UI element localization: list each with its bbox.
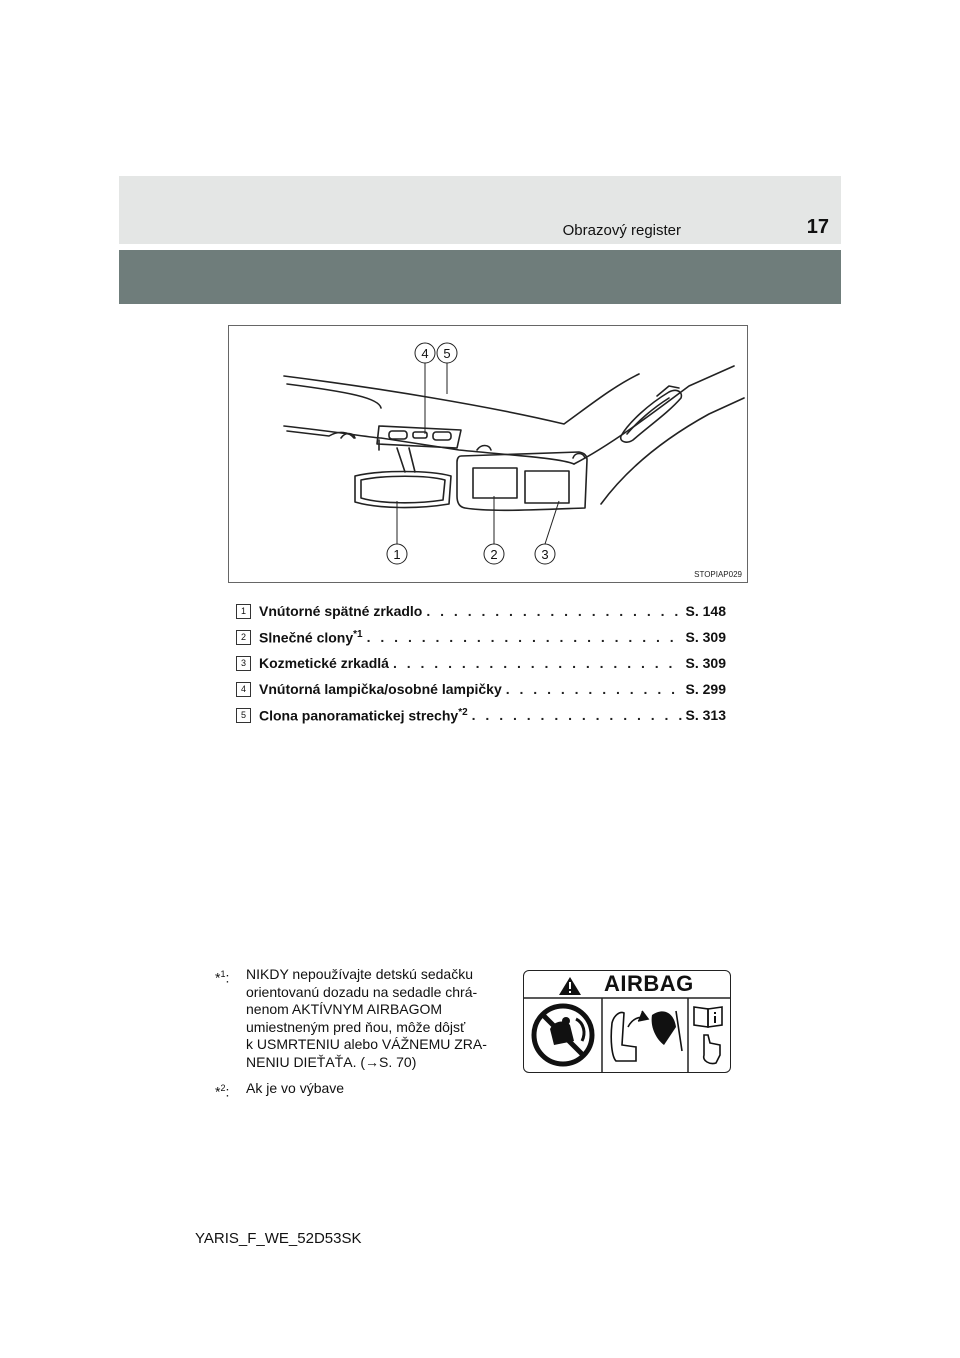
- figure-code: STOPIAP029: [694, 570, 742, 579]
- item-number: 1: [236, 604, 251, 619]
- item-label: Vnútorné spätné zrkadlo: [259, 603, 423, 619]
- page-reference[interactable]: S. 299: [685, 681, 726, 697]
- dot-leader: [367, 629, 682, 645]
- dot-leader: [393, 655, 682, 671]
- page-header: [119, 176, 841, 244]
- list-item: [236, 598, 726, 624]
- footnote-ref: *2: [458, 706, 468, 718]
- callout-5: 5: [443, 346, 451, 361]
- item-list: [236, 598, 726, 728]
- list-item: [236, 676, 726, 702]
- item-number: 2: [236, 630, 251, 645]
- item-label: Slnečné clony$^{*1}$: [259, 628, 363, 646]
- page-reference[interactable]: S. 313: [685, 707, 726, 723]
- callout-3: 3: [541, 547, 549, 562]
- header-band: [119, 250, 841, 304]
- callout-2: 2: [490, 547, 498, 562]
- dot-leader: [506, 681, 682, 697]
- document-code: YARIS_F_WE_52D53SK: [195, 1230, 362, 1247]
- page-number: 17: [806, 216, 829, 238]
- item-number: 3: [236, 656, 251, 671]
- page-reference[interactable]: S. 148: [685, 603, 726, 619]
- dot-leader: [426, 603, 681, 619]
- item-label: Clona panoramatickej strechy$^{*2}$: [259, 706, 468, 724]
- item-number: 5: [236, 708, 251, 723]
- item-label: Vnútorná lampička/osobné lampičky: [259, 681, 502, 697]
- item-number: 4: [236, 682, 251, 697]
- airbag-deploy-icon: [611, 1011, 682, 1061]
- footnote-ref: *1: [353, 628, 363, 640]
- overhead-console-drawing: [229, 326, 749, 584]
- no-rear-facing-child-seat-icon: [534, 1006, 592, 1064]
- airbag-title: AIRBAG: [604, 971, 694, 996]
- section-title: Obrazový register: [562, 222, 681, 239]
- list-item: [236, 650, 726, 676]
- footnote-mark: *$^1$:: [215, 969, 230, 986]
- airbag-warning-label: [523, 970, 731, 1073]
- list-item: [236, 624, 726, 650]
- footnote-text: Ak je vo výbave: [246, 1080, 345, 1096]
- footnote-text: NIKDY nepoužívajte detskú sedačku orientovanú dozadu na sedadle chrá- nenom AKTÍVNYM AIRBAGOM umiestneným pred ňou, môže dôjsť k USMRTENIU alebo VÁŽNEMU ZRA- NENIU DIEŤAŤA. (→S. 70): [246, 966, 487, 1070]
- footnote-2: [215, 1080, 515, 1098]
- callout-4: 4: [421, 346, 429, 361]
- page-reference[interactable]: S. 309: [685, 629, 726, 645]
- page-reference[interactable]: S. 309: [685, 655, 726, 671]
- list-item: [236, 702, 726, 728]
- callout-1: 1: [393, 547, 401, 562]
- footnote-mark: *$^2$:: [215, 1083, 230, 1100]
- dot-leader: [472, 707, 682, 723]
- manual-icon: [694, 1007, 722, 1064]
- footnote-1: [215, 966, 515, 1071]
- item-label: Kozmetické zrkadlá: [259, 655, 389, 671]
- interior-illustration: [228, 325, 748, 583]
